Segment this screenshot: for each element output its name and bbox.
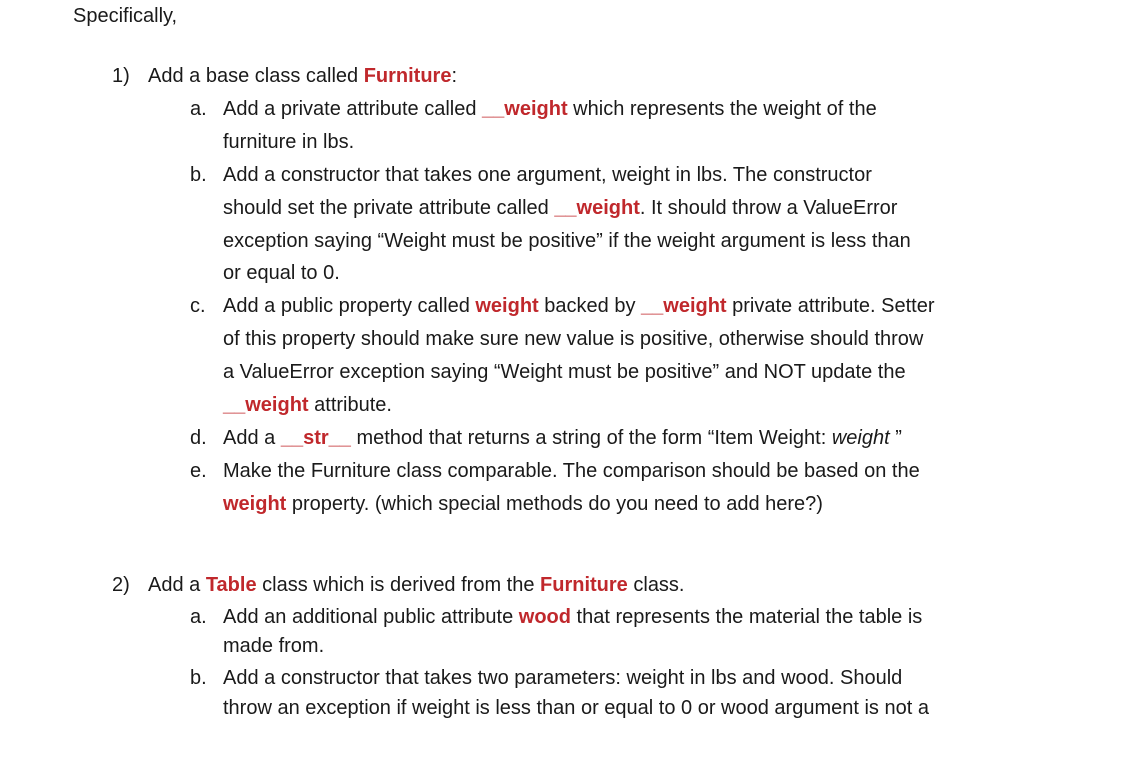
attr-weight-private: __weight xyxy=(482,98,568,120)
class-name-table: Table xyxy=(205,574,257,596)
item-1c-line-3: a ValueError exception saying “Weight must be positive” and NOT update the xyxy=(223,361,906,383)
item-1d-marker: d. xyxy=(190,427,207,449)
item-1b-line-2: should set the private attribute called __weight. It should throw a ValueError xyxy=(223,197,898,219)
item-1c-marker: c. xyxy=(190,295,206,317)
item-1a-line-2: furniture in lbs. xyxy=(223,131,355,153)
attr-weight-private: __weight xyxy=(554,197,640,219)
item-1a-line-1: Add a private attribute called __weight which represents the weight of the xyxy=(223,98,877,120)
heading: Specifically, xyxy=(73,5,178,27)
class-name-furniture: Furniture xyxy=(363,65,452,87)
item-2b-marker: b. xyxy=(190,667,207,689)
item-1d-line-1: Add a __str__ method that returns a string of the form “Item Weight: weight ” xyxy=(223,427,902,449)
section-1-title: Add a base class called Furniture: xyxy=(148,65,458,87)
item-1c-line-1: Add a public property called weight backed by __weight private attribute. Setter xyxy=(223,295,935,317)
class-name-furniture: Furniture xyxy=(540,574,628,596)
item-1e-line-1: Make the Furniture class comparable. The comparison should be based on the xyxy=(223,460,920,482)
item-2b-line-1: Add a constructor that takes two parameters: weight in lbs and wood. Should xyxy=(223,667,903,689)
section-1-number: 1) xyxy=(112,65,130,87)
section-2-number: 2) xyxy=(112,574,130,596)
method-str: __str__ xyxy=(280,427,351,449)
item-1c-line-4: __weight attribute. xyxy=(223,394,392,416)
item-1e-line-2: weight property. (which special methods do you need to add here?) xyxy=(223,493,823,515)
item-2a-line-2: made from. xyxy=(223,635,325,657)
attr-wood: wood xyxy=(518,606,571,628)
item-1b-marker: b. xyxy=(190,164,207,186)
weight-placeholder: weight xyxy=(831,427,890,449)
item-1a-marker: a. xyxy=(190,98,207,120)
item-2b-line-2: throw an exception if weight is less than or equal to 0 or wood argument is not a xyxy=(223,697,929,719)
section-2-title: Add a Table class which is derived from the Furniture class. xyxy=(148,574,685,596)
item-2a-marker: a. xyxy=(190,606,207,628)
item-1b-line-3: exception saying “Weight must be positive” if the weight argument is less than xyxy=(223,230,911,252)
property-weight: weight xyxy=(475,295,539,317)
attr-weight-private: __weight xyxy=(223,394,309,416)
item-1b-line-4: or equal to 0. xyxy=(223,262,340,284)
item-2a-line-1: Add an additional public attribute wood that represents the material the table is xyxy=(223,606,923,628)
property-weight: weight xyxy=(223,493,287,515)
item-1c-line-2: of this property should make sure new value is positive, otherwise should throw xyxy=(223,328,924,350)
item-1b-line-1: Add a constructor that takes one argument, weight in lbs. The constructor xyxy=(223,164,872,186)
attr-weight-private: __weight xyxy=(641,295,727,317)
item-1e-marker: e. xyxy=(190,460,207,482)
